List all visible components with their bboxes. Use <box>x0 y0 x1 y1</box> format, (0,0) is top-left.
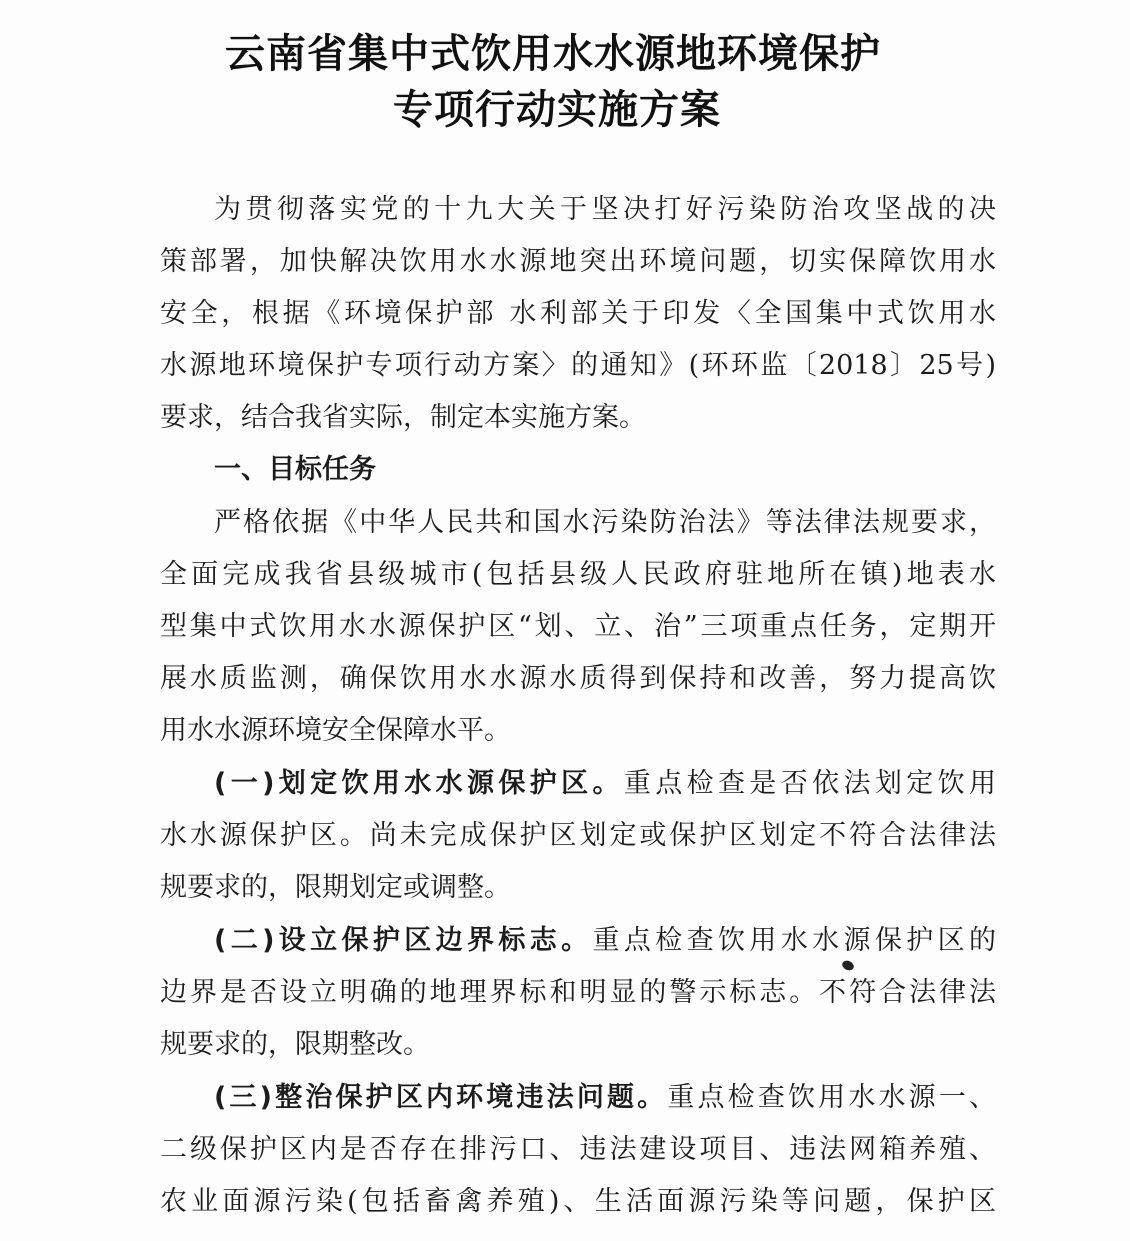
intro-line-2: 策部署，加快解决饮用水水源地突出环境问题，切实保障饮用水 <box>160 246 996 277</box>
item-1-line-1 <box>214 764 996 804</box>
intro-line-1: 为贯彻落实党的十九大关于坚决打好污染防治攻坚战的决 <box>214 194 996 225</box>
item-3-line-2: 二级保护区内是否存在排污口、违法建设项目、违法网箱养殖、 <box>160 1134 996 1165</box>
intro-line-5: 要求，结合我省实际，制定本实施方案。 <box>160 402 646 433</box>
intro-line-4: 水源地环境保护专项行动方案〉的通知》(环环监〔2018〕25号) <box>160 350 996 381</box>
item-2-line-2: 边界是否设立明确的地理界标和明显的警示标志。不符合法律法 <box>160 977 996 1008</box>
item-1-line-3: 规要求的，限期划定或调整。 <box>160 872 511 903</box>
document-title-line-1: 云南省集中式饮用水水源地环境保护 <box>225 31 881 77</box>
item-1-text: 重点检查是否依法划定饮用 <box>623 768 997 799</box>
item-2-text: 重点检查饮用水水源保护区的 <box>592 925 997 956</box>
item-1-label: (一)划定饮用水水源保护区。 <box>214 768 624 799</box>
item-2-line-3: 规要求的，限期整改。 <box>160 1029 430 1060</box>
item-1-line-2: 水水源保护区。尚未完成保护区划定或保护区划定不符合法律法 <box>160 820 996 851</box>
item-3-line-1 <box>214 1078 996 1118</box>
item-3-text: 重点检查饮用水水源一、 <box>667 1082 997 1113</box>
item-2-line-1 <box>214 921 996 961</box>
section-heading: 一、目标任务 <box>214 454 376 485</box>
document-title-line-2: 专项行动实施方案 <box>393 87 721 133</box>
intro-line-3: 安全，根据《环境保护部 水利部关于印发〈全国集中式饮用水 <box>160 298 996 329</box>
target-line-4: 展水质监测，确保饮用水水源水质得到保持和改善，努力提高饮 <box>160 663 996 694</box>
target-line-3: 型集中式饮用水水源保护区“划、立、治”三项重点任务，定期开 <box>160 611 996 642</box>
item-3-line-3: 农业面源污染(包括畜禽养殖)、生活面源污染等问题，保护区 <box>160 1186 996 1217</box>
target-line-2: 全面完成我省县级城市(包括县级人民政府驻地所在镇)地表水 <box>160 559 996 590</box>
item-3-label: (三)整治保护区内环境违法问题。 <box>214 1082 668 1113</box>
item-2-label: (二)设立保护区边界标志。 <box>214 925 593 956</box>
target-line-5: 用水水源环境安全保障水平。 <box>160 715 511 746</box>
target-line-1: 严格依据《中华人民共和国水污染防治法》等法律法规要求， <box>214 507 996 538</box>
